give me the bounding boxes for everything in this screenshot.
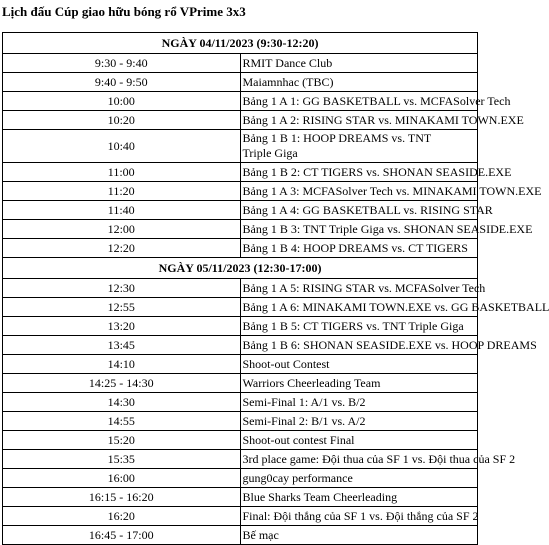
event-cell: Semi-Final 1: A/1 vs. B/2 (240, 393, 478, 412)
event-cell: Warriors Cheerleading Team (240, 374, 478, 393)
document-title: Lịch đấu Cúp giao hữu bóng rổ VPrime 3x3 (2, 4, 246, 19)
time-cell: 14:55 (3, 412, 241, 431)
time-cell: 14:25 - 14:30 (3, 374, 241, 393)
time-cell: 12:55 (3, 298, 241, 317)
time-cell: 10:00 (3, 92, 241, 111)
schedule-table (2, 32, 549, 545)
day-header-row (3, 258, 478, 279)
time-cell: 15:35 (3, 450, 241, 469)
schedule-row (3, 469, 478, 488)
schedule-row (3, 374, 478, 393)
event-cell: Bảng 1 A 5: RISING STAR vs. MCFASolver Tech (240, 279, 478, 298)
time-cell: 12:20 (3, 239, 241, 258)
schedule-row (3, 412, 478, 431)
time-cell: 16:00 (3, 469, 241, 488)
event-cell: Shoot-out contest Final (240, 431, 478, 450)
time-cell: 14:10 (3, 355, 241, 374)
event-cell: Final: Đội thắng của SF 1 vs. Đội thắng của SF 2 (240, 507, 478, 526)
day-header-row (3, 33, 478, 54)
time-cell: 13:20 (3, 317, 241, 336)
time-cell: 9:40 - 9:50 (3, 73, 241, 92)
time-cell: 9:30 - 9:40 (3, 54, 241, 73)
schedule-row (3, 201, 478, 220)
schedule-row (3, 298, 478, 317)
time-cell: 14:30 (3, 393, 241, 412)
schedule-row (3, 54, 478, 73)
schedule-row (3, 73, 478, 92)
schedule-row (3, 526, 478, 545)
time-cell: 16:15 - 16:20 (3, 488, 241, 507)
schedule-row (3, 279, 478, 298)
schedule-row (3, 239, 478, 258)
schedule-row (3, 336, 478, 355)
schedule-row (3, 355, 478, 374)
event-cell: Bảng 1 A 1: GG BASKETBALL vs. MCFASolver Tech (240, 92, 478, 111)
time-cell: 12:00 (3, 220, 241, 239)
time-cell: 12:30 (3, 279, 241, 298)
event-cell: Semi-Final 2: B/1 vs. A/2 (240, 412, 478, 431)
schedule-row (3, 393, 478, 412)
schedule-row (3, 92, 478, 111)
event-cell: Maiamnhac (TBC) (240, 73, 478, 92)
event-cell: Bảng 1 B 4: HOOP DREAMS vs. CT TIGERS (240, 239, 478, 258)
schedule-row (3, 220, 478, 239)
schedule-row (3, 317, 478, 336)
event-cell: Bảng 1 A 6: MINAKAMI TOWN.EXE vs. GG BASKETBALL (240, 298, 478, 317)
time-cell: 10:40 (3, 130, 241, 163)
schedule-row (3, 431, 478, 450)
schedule-row (3, 130, 478, 163)
schedule-row (3, 450, 478, 469)
event-cell: Bảng 1 B 6: SHONAN SEASIDE.EXE vs. HOOP DREAMS (240, 336, 478, 355)
time-cell: 13:45 (3, 336, 241, 355)
time-cell: 10:20 (3, 111, 241, 130)
time-cell: 11:00 (3, 163, 241, 182)
day-header: NGÀY 05/11/2023 (12:30-17:00) (3, 258, 478, 279)
time-cell: 11:20 (3, 182, 241, 201)
time-cell: 16:20 (3, 507, 241, 526)
event-cell: 3rd place game: Đội thua của SF 1 vs. Đội thua của SF 2 (240, 450, 478, 469)
event-text: Bảng 1 B 1: HOOP DREAMS vs. TNT Triple Giga (242, 131, 431, 160)
day-header: NGÀY 04/11/2023 (9:30-12:20) (3, 33, 478, 54)
event-cell: RMIT Dance Club (240, 54, 478, 73)
schedule-row (3, 163, 478, 182)
time-cell: 11:40 (3, 201, 241, 220)
event-cell (240, 130, 478, 163)
event-cell: Bảng 1 B 5: CT TIGERS vs. TNT Triple Giga (240, 317, 478, 336)
schedule-row (3, 182, 478, 201)
event-cell: Blue Sharks Team Cheerleading (240, 488, 478, 507)
event-cell: Bảng 1 A 2: RISING STAR vs. MINAKAMI TOWN.EXE (240, 111, 478, 130)
event-cell: Bảng 1 B 2: CT TIGERS vs. SHONAN SEASIDE.EXE (240, 163, 478, 182)
event-cell: Bế mạc (240, 526, 478, 545)
event-cell: Bảng 1 A 4: GG BASKETBALL vs. RISING STAR (240, 201, 478, 220)
schedule-row (3, 507, 478, 526)
time-cell: 15:20 (3, 431, 241, 450)
event-cell: Bảng 1 B 3: TNT Triple Giga vs. SHONAN SEASIDE.EXE (240, 220, 478, 239)
event-cell: Shoot-out Contest (240, 355, 478, 374)
time-cell: 16:45 - 17:00 (3, 526, 241, 545)
event-cell: gung0cay performance (240, 469, 478, 488)
schedule-row (3, 488, 478, 507)
event-cell: Bảng 1 A 3: MCFASolver Tech vs. MINAKAMI TOWN.EXE (240, 182, 478, 201)
schedule-row (3, 111, 478, 130)
